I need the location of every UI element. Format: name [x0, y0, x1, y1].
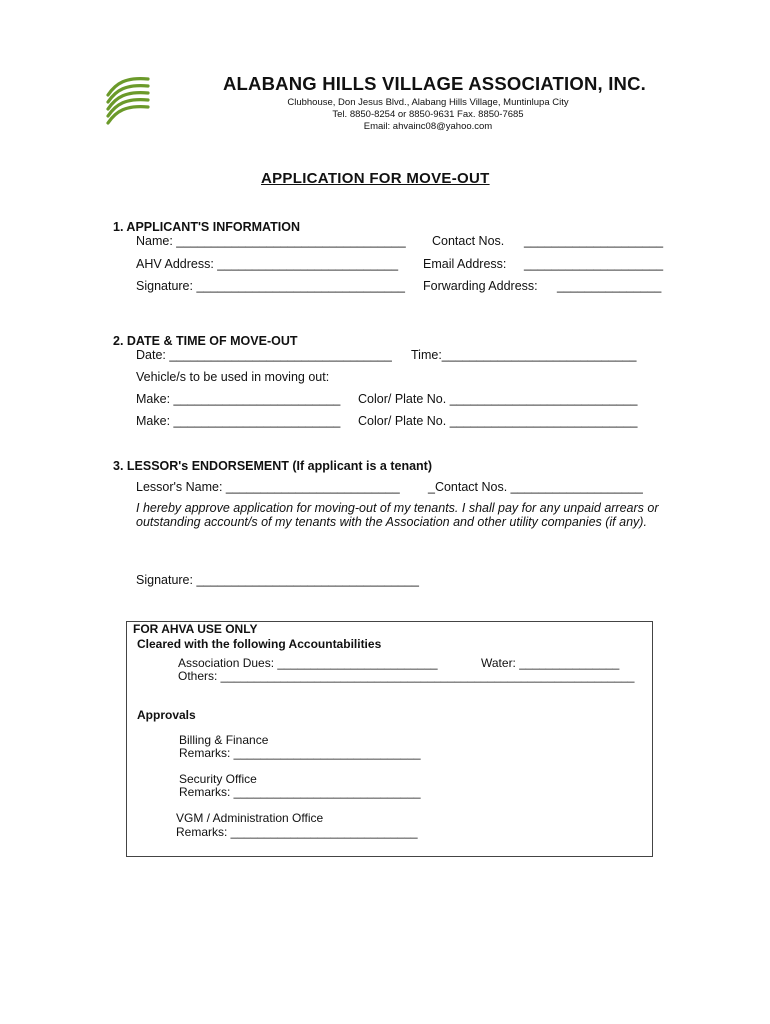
security-remarks-field[interactable]: Remarks: ____________________________	[179, 785, 421, 799]
water-field[interactable]: Water: _______________	[481, 656, 620, 670]
forwarding-address-field[interactable]: _______________	[557, 279, 662, 293]
others-field[interactable]: Others: ______________________________________________________________	[178, 669, 635, 683]
vehicle-plate-field-1[interactable]: Color/ Plate No. ___________________________	[358, 392, 638, 406]
email-address-field[interactable]: ____________________	[524, 257, 664, 271]
billing-remarks-field[interactable]: Remarks: ____________________________	[179, 746, 421, 760]
organization-phone: Tel. 8850-8254 or 8850-9631 Fax. 8850-7685	[332, 109, 524, 120]
ahv-address-field[interactable]: AHV Address: __________________________	[136, 257, 399, 271]
lessor-signature-field[interactable]: Signature: ________________________________	[136, 573, 419, 587]
lessor-approval-statement: I hereby approve application for moving-out of my tenants. I shall pay for any unpaid arrears or outstanding account/s of my tenants with the Association and other utility companies (if any).	[136, 501, 659, 529]
lessor-contact-field[interactable]: _Contact Nos. ___________________	[428, 480, 643, 494]
vgm-admin-office-label: VGM / Administration Office	[176, 811, 324, 825]
security-office-label: Security Office	[179, 772, 257, 786]
accountabilities-heading: Cleared with the following Accountabilities	[137, 637, 382, 651]
applicant-contact-label: Contact Nos.	[432, 234, 505, 248]
section-applicant-heading: 1. APPLICANT'S INFORMATION	[113, 220, 300, 234]
approvals-heading: Approvals	[137, 708, 196, 722]
email-address-label: Email Address:	[423, 257, 507, 271]
organization-email: Email: ahvainc08@yahoo.com	[363, 121, 493, 132]
form-title: APPLICATION FOR MOVE-OUT	[261, 170, 490, 187]
applicant-signature-field[interactable]: Signature: ______________________________	[136, 279, 406, 293]
billing-finance-label: Billing & Finance	[179, 733, 269, 747]
section-lessor-heading: 3. LESSOR's ENDORSEMENT (If applicant is a tenant)	[113, 459, 432, 473]
ahva-box-title: FOR AHVA USE ONLY	[133, 622, 258, 636]
move-out-date-field[interactable]: Date: ________________________________	[136, 348, 392, 362]
lessor-name-field[interactable]: Lessor's Name: _________________________	[136, 480, 400, 494]
organization-name: ALABANG HILLS VILLAGE ASSOCIATION, INC.	[223, 73, 647, 94]
forwarding-address-label: Forwarding Address:	[423, 279, 538, 293]
organization-address: Clubhouse, Don Jesus Blvd., Alabang Hills Village, Muntinlupa City	[287, 97, 569, 108]
section-date-time-heading: 2. DATE & TIME OF MOVE-OUT	[113, 334, 298, 348]
applicant-name-field[interactable]: Name: _________________________________	[136, 234, 406, 248]
vgm-remarks-field[interactable]: Remarks: ____________________________	[176, 825, 418, 839]
vehicle-make-field-1[interactable]: Make: ________________________	[136, 392, 341, 406]
vehicle-label: Vehicle/s to be used in moving out:	[136, 370, 330, 384]
association-dues-field[interactable]: Association Dues: ________________________	[178, 656, 438, 670]
move-out-time-field[interactable]: Time:____________________________	[411, 348, 637, 362]
vehicle-make-field-2[interactable]: Make: ________________________	[136, 414, 341, 428]
vehicle-plate-field-2[interactable]: Color/ Plate No. ___________________________	[358, 414, 638, 428]
applicant-contact-field[interactable]: ____________________	[524, 234, 664, 248]
